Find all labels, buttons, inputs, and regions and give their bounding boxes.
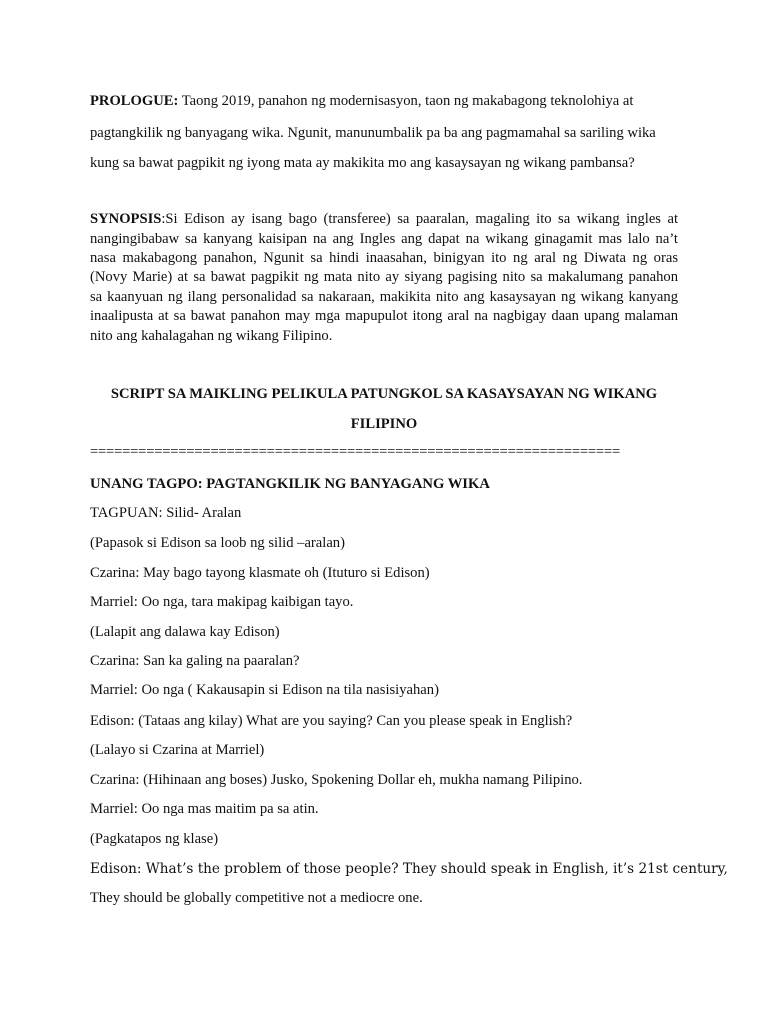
scene-line: Marriel: Oo nga ( Kakausapin si Edison na tila nasisiyahan): [90, 682, 439, 698]
synopsis-line-2: nangingibabaw sa kanyang kaisipan na ang Ingles ang dapat na wikang ginagamit mas lalo na’t: [90, 231, 678, 247]
synopsis-line-3: nasa makabagong panahon, Ngunit sa hindi inaasahan, binigyan ito ng aral ng Diwata ng oras: [90, 250, 678, 266]
scene-line: (Papasok si Edison sa loob ng silid –aralan): [90, 535, 345, 551]
synopsis-line-7: nito ang kahalagahan ng wikang Filipino.: [90, 328, 333, 344]
script-title-line-1: SCRIPT SA MAIKLING PELIKULA PATUNGKOL SA KASAYSAYAN NG WIKANG: [110, 386, 658, 402]
prologue-line-2: pagtangkilik ng banyagang wika. Ngunit, manunumbalik pa ba ang pagmamahal sa sariling wika: [90, 125, 656, 141]
scene-line: Edison: (Tataas ang kilay) What are you saying? Can you please speak in English?: [90, 713, 573, 729]
script-title-line-2: FILIPINO: [350, 416, 418, 432]
scene-heading: UNANG TAGPO: PAGTANGKILIK NG BANYAGANG WIKA: [90, 476, 490, 492]
scene-line: Czarina: May bago tayong klasmate oh (Ituturo si Edison): [90, 565, 430, 581]
synopsis-label: SYNOPSIS: [90, 211, 162, 227]
scene-line: (Lalapit ang dalawa kay Edison): [90, 624, 280, 640]
scene-line: Marriel: Oo nga, tara makipag kaibigan tayo.: [90, 594, 354, 610]
synopsis-text: :Si Edison ay isang bago (transferee) sa paaralan, magaling ito sa wikang ingles at: [161, 211, 678, 227]
scene-line: Czarina: San ka galing na paaralan?: [90, 653, 300, 669]
scene-line: (Lalayo si Czarina at Marriel): [90, 742, 265, 758]
prologue-line-1: [90, 93, 633, 110]
scene-line: They should be globally competitive not a mediocre one.: [90, 890, 423, 906]
prologue-label: PROLOGUE:: [90, 93, 179, 109]
synopsis-line-1: [90, 211, 678, 228]
scene-line: Marriel: Oo nga mas maitim pa sa atin.: [90, 801, 319, 817]
separator-line: ==================================================================: [90, 444, 621, 460]
scene-line: Edison: What’s the problem of those people? They should speak in English, it’s 21st century,: [90, 861, 728, 877]
synopsis-line-4: (Novy Marie) at sa bawat pagpikit ng mata nito ay siyang pagising nito sa makalumang panahon: [90, 269, 678, 285]
synopsis-line-5: sa kaanyuan ng ilang personalidad sa nakaraan, makikita nito ang kasaysayan ng wikang kanyang: [90, 289, 678, 305]
prologue-line-3: kung sa bawat pagpikit ng iyong mata ay makikita mo ang kasaysayan ng wikang pambansa?: [90, 155, 635, 171]
scene-line: (Pagkatapos ng klase): [90, 831, 219, 847]
synopsis-line-6: inaalipusta at sa bawat panahon may mga mapupulot itong aral na nagbigay daan upang malaman: [90, 308, 678, 324]
scene-line: TAGPUAN: Silid- Aralan: [90, 505, 242, 521]
prologue-text: Taong 2019, panahon ng modernisasyon, taon ng makabagong teknolohiya at: [178, 93, 634, 109]
scene-line: Czarina: (Hihinaan ang boses) Jusko, Spokening Dollar eh, mukha namang Pilipino.: [90, 772, 583, 788]
